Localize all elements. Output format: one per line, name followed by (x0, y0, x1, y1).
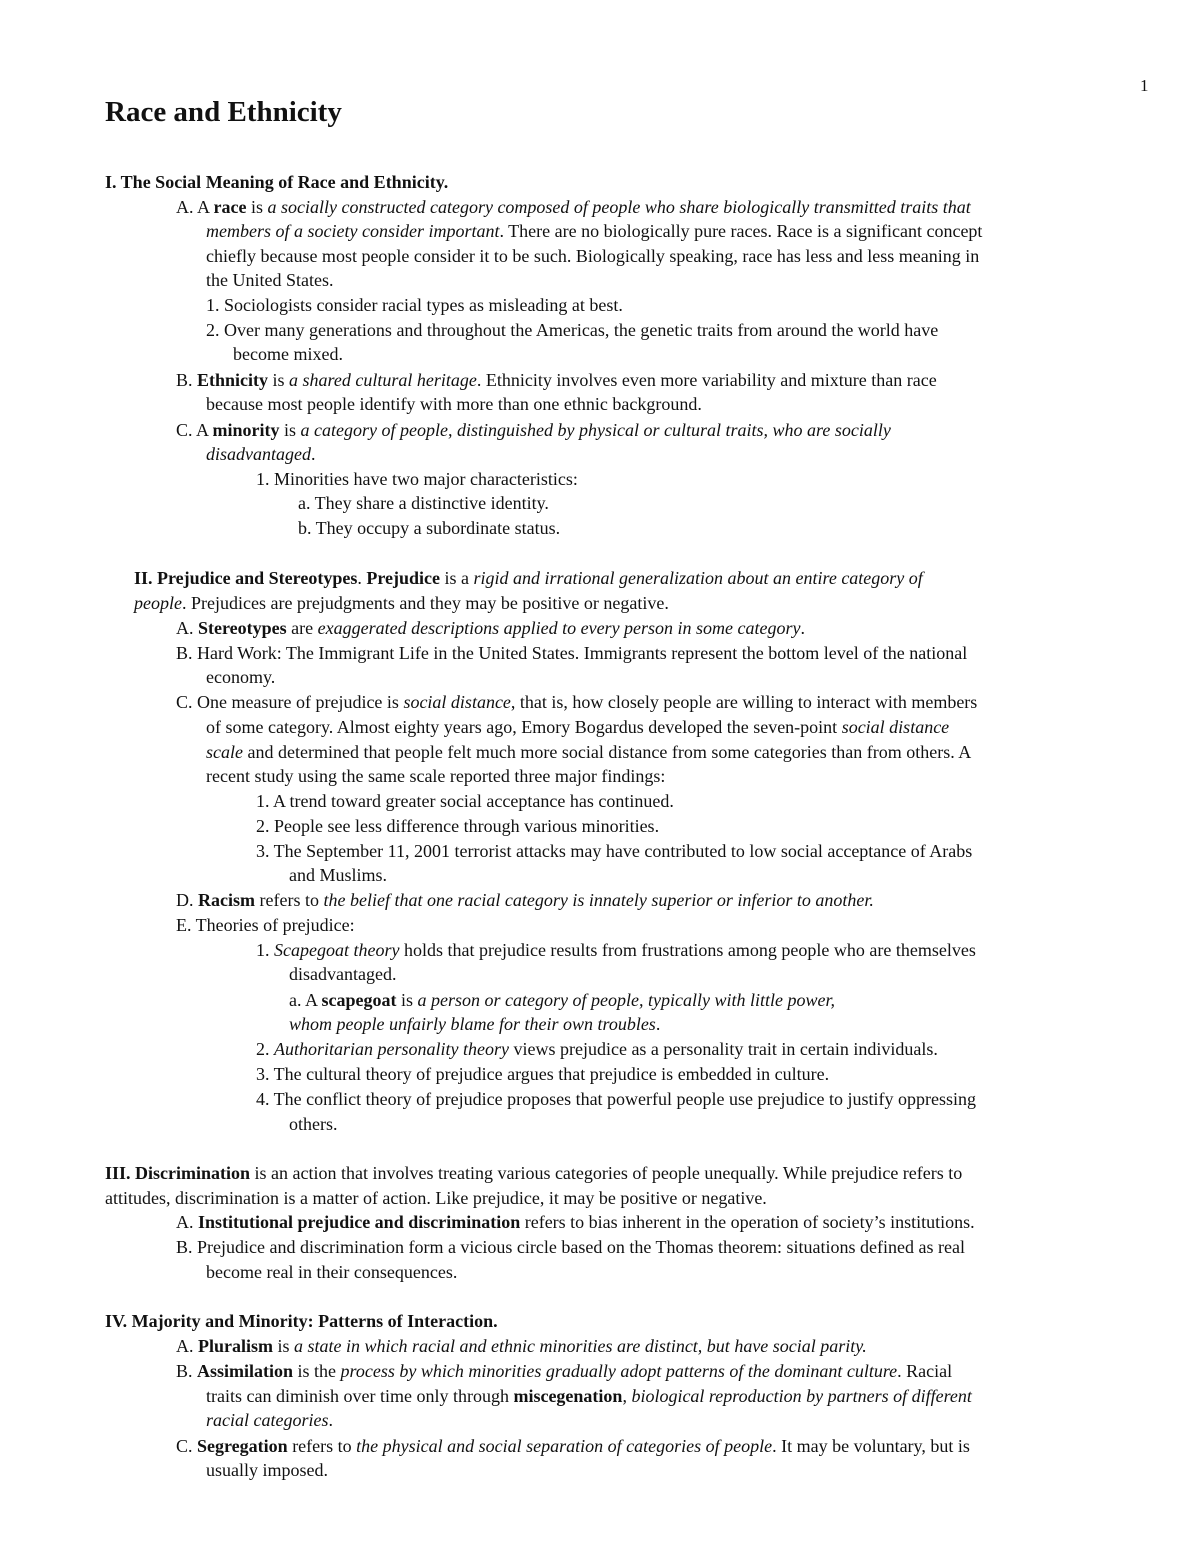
text-run: a. They share a distinctive identity. (298, 493, 549, 513)
text-line (206, 1458, 328, 1482)
text-run: 3. The September 11, 2001 terrorist attacks may have contributed to low social acceptance of Arabs (256, 841, 973, 861)
text-run: attitudes, discrimination is a matter of action. Like prejudice, it may be positive or negative. (105, 1188, 767, 1208)
text-run: 2. (256, 1039, 274, 1059)
text-run: is the (293, 1361, 341, 1381)
text-run: . Prejudices are prejudgments and they may be positive or negative. (181, 593, 669, 613)
text-run: chiefly because most people consider it to be such. Biologically speaking, race has less and less meaning in (206, 246, 980, 266)
text-line (105, 1186, 767, 1210)
bold-text: Assimilation (197, 1361, 294, 1381)
text-line (206, 715, 949, 739)
text-line (289, 1112, 338, 1136)
text-line (134, 566, 923, 590)
italic-text: Authoritarian personality theory (274, 1039, 509, 1059)
italic-text: biological reproduction by partners of different (631, 1386, 972, 1406)
text-line (206, 1260, 457, 1284)
text-run: B. (176, 370, 198, 390)
text-line (105, 170, 448, 194)
bold-text: IV. Majority and Minority: Patterns of Interaction. (105, 1311, 498, 1331)
text-run: is (268, 370, 290, 390)
text-line (176, 195, 971, 219)
text-run: others. (289, 1114, 338, 1134)
text-line (256, 814, 659, 838)
text-line (176, 418, 891, 442)
text-run: because most people identify with more than one ethnic background. (206, 394, 702, 414)
text-line (206, 219, 982, 243)
page-title: Race and Ethnicity (105, 96, 342, 128)
text-line (233, 342, 343, 366)
text-line (176, 1210, 975, 1234)
text-line (176, 690, 977, 714)
text-run: B. (176, 1361, 198, 1381)
text-line (176, 616, 805, 640)
text-run: B. Prejudice and discrimination form a vicious circle based on the Thomas theorem: situations defined as real (176, 1237, 965, 1257)
bold-text: miscegenation (513, 1386, 623, 1406)
text-line (176, 913, 355, 937)
text-run: A. A (176, 197, 214, 217)
bold-text: II. Prejudice and Stereotypes (134, 568, 358, 588)
text-run: and determined that people felt much more social distance from some categories than from others. A (242, 742, 972, 762)
text-run: is (273, 1336, 295, 1356)
text-line (206, 740, 971, 764)
text-run: . It may be voluntary, but is (772, 1436, 970, 1456)
bold-text: Racism (198, 890, 255, 910)
text-line (206, 764, 665, 788)
text-run: refers to (255, 890, 324, 910)
text-line (176, 888, 874, 912)
italic-text: a shared cultural heritage (289, 370, 477, 390)
text-line (256, 467, 578, 491)
text-line (256, 1037, 938, 1061)
text-run: is a (439, 568, 474, 588)
italic-text: racial categories (206, 1410, 329, 1430)
text-run: D. (176, 890, 198, 910)
italic-text: Scapegoat theory (274, 940, 400, 960)
text-line (206, 665, 275, 689)
text-run: b. They occupy a subordinate status. (298, 518, 561, 538)
text-run: 4. The conflict theory of prejudice proposes that powerful people use prejudice to justify oppressing (256, 1089, 976, 1109)
text-run: A. (176, 618, 198, 638)
text-run: become real in their consequences. (206, 1262, 458, 1282)
text-line (206, 1408, 333, 1432)
text-run: 1. (256, 940, 274, 960)
text-run: is (246, 197, 268, 217)
italic-text: people (134, 593, 182, 613)
text-line (206, 318, 938, 342)
text-line (206, 293, 623, 317)
text-run: 3. The cultural theory of prejudice argues that prejudice is embedded in culture. (256, 1064, 830, 1084)
text-run: . (800, 618, 806, 638)
page-number: 1 (1140, 76, 1149, 95)
text-line (256, 938, 976, 962)
bold-text: Ethnicity (197, 370, 269, 390)
text-line (298, 516, 560, 540)
text-run: . Ethnicity involves even more variability and mixture than race (476, 370, 937, 390)
text-line (134, 591, 669, 615)
bold-text: Stereotypes (198, 618, 287, 638)
text-run: 2. Over many generations and throughout the Americas, the genetic traits from around the world have (206, 320, 939, 340)
text-line (289, 1012, 660, 1036)
text-line (206, 442, 316, 466)
text-run: recent study using the same scale reported three major findings: (206, 766, 666, 786)
text-run: and Muslims. (289, 865, 388, 885)
text-run: views prejudice as a personality trait in certain individuals. (508, 1039, 938, 1059)
text-line (206, 392, 702, 416)
text-run: become mixed. (233, 344, 343, 364)
text-line (256, 1062, 829, 1086)
text-run: a. A (289, 990, 322, 1010)
text-run: 1. Minorities have two major characteristics: (256, 469, 578, 489)
italic-text: social distance (403, 692, 511, 712)
bold-text: I. The Social Meaning of Race and Ethnicity. (105, 172, 449, 192)
text-run: refers to bias inherent in the operation of society’s institutions. (520, 1212, 975, 1232)
italic-text: a state in which racial and ethnic minorities are distinct, but have social parity. (294, 1336, 867, 1356)
bold-text: III. Discrimination (105, 1163, 251, 1183)
text-run: is an action that involves treating various categories of people unequally. While prejudice refers to (250, 1163, 963, 1183)
italic-text: social distance (841, 717, 950, 737)
text-run: C. A (176, 420, 213, 440)
text-run: . Racial (897, 1361, 953, 1381)
text-line (256, 1087, 976, 1111)
text-line (176, 1434, 970, 1458)
bold-text: minority (212, 420, 280, 440)
text-run: of some category. Almost eighty years ago, Emory Bogardus developed the seven-point (206, 717, 842, 737)
text-line (256, 789, 674, 813)
text-run: A. (176, 1336, 198, 1356)
bold-text: scapegoat (321, 990, 397, 1010)
text-line (206, 1384, 972, 1408)
italic-text: disadvantaged (206, 444, 311, 464)
text-run: C. (176, 1436, 198, 1456)
text-line (105, 1161, 962, 1185)
text-run: usually imposed. (206, 1460, 328, 1480)
text-run: . (311, 444, 316, 464)
text-run: 1. Sociologists consider racial types as misleading at best. (206, 295, 623, 315)
text-line (176, 368, 937, 392)
text-line (176, 1359, 952, 1383)
italic-text: the belief that one racial category is innately superior or inferior to another. (323, 890, 874, 910)
text-line (206, 244, 979, 268)
text-run: E. Theories of prejudice: (176, 915, 355, 935)
italic-text: rigid and irrational generalization about an entire category of (473, 568, 923, 588)
text-run: disadvantaged. (289, 964, 397, 984)
text-run: . (655, 1014, 661, 1034)
bold-text: Segregation (197, 1436, 288, 1456)
text-line (289, 962, 396, 986)
text-run: traits can diminish over time only through (206, 1386, 514, 1406)
text-run: holds that prejudice results from frustrations among people who are themselves (399, 940, 976, 960)
text-line (105, 1309, 498, 1333)
text-run: 1. A trend toward greater social acceptance has continued. (256, 791, 674, 811)
bold-text: Institutional prejudice and discrimination (198, 1212, 521, 1232)
text-line (176, 641, 967, 665)
italic-text: the physical and social separation of categories of people (356, 1436, 773, 1456)
italic-text: members of a society consider important (206, 221, 500, 241)
text-run: B. Hard Work: The Immigrant Life in the United States. Immigrants represent the bottom level of the national (176, 643, 968, 663)
text-run: , (622, 1386, 632, 1406)
text-run: is (279, 420, 301, 440)
italic-text: whom people unfairly blame for their own troubles (289, 1014, 656, 1034)
text-line (298, 491, 549, 515)
bold-text: Prejudice (366, 568, 440, 588)
text-line (206, 268, 333, 292)
text-line (256, 839, 972, 863)
text-run: refers to (287, 1436, 357, 1456)
italic-text: scale (206, 742, 243, 762)
italic-text: a category of people, distinguished by physical or cultural traits, who are socially (300, 420, 891, 440)
text-run: the United States. (206, 270, 334, 290)
text-line (176, 1235, 965, 1259)
italic-text: a socially constructed category composed of people who share biologically transmitted traits that (267, 197, 971, 217)
bold-text: race (213, 197, 247, 217)
text-run: 2. People see less difference through various minorities. (256, 816, 660, 836)
text-run: are (286, 618, 318, 638)
italic-text: exaggerated descriptions applied to every person in some category (317, 618, 801, 638)
italic-text: process by which minorities gradually adopt patterns of the dominant culture (340, 1361, 898, 1381)
text-run: economy. (206, 667, 276, 687)
text-run: . There are no biologically pure races. Race is a significant concept (499, 221, 983, 241)
text-line (289, 988, 835, 1012)
text-run: C. One measure of prejudice is (176, 692, 404, 712)
text-run: , that is, how closely people are willing to interact with members (510, 692, 978, 712)
italic-text: a person or category of people, typically with little power, (417, 990, 835, 1010)
bold-text: Pluralism (198, 1336, 273, 1356)
text-run: is (396, 990, 418, 1010)
text-line (289, 863, 387, 887)
text-run: . (357, 568, 367, 588)
text-line (176, 1334, 867, 1358)
text-run: . (328, 1410, 333, 1430)
text-run: A. (176, 1212, 198, 1232)
